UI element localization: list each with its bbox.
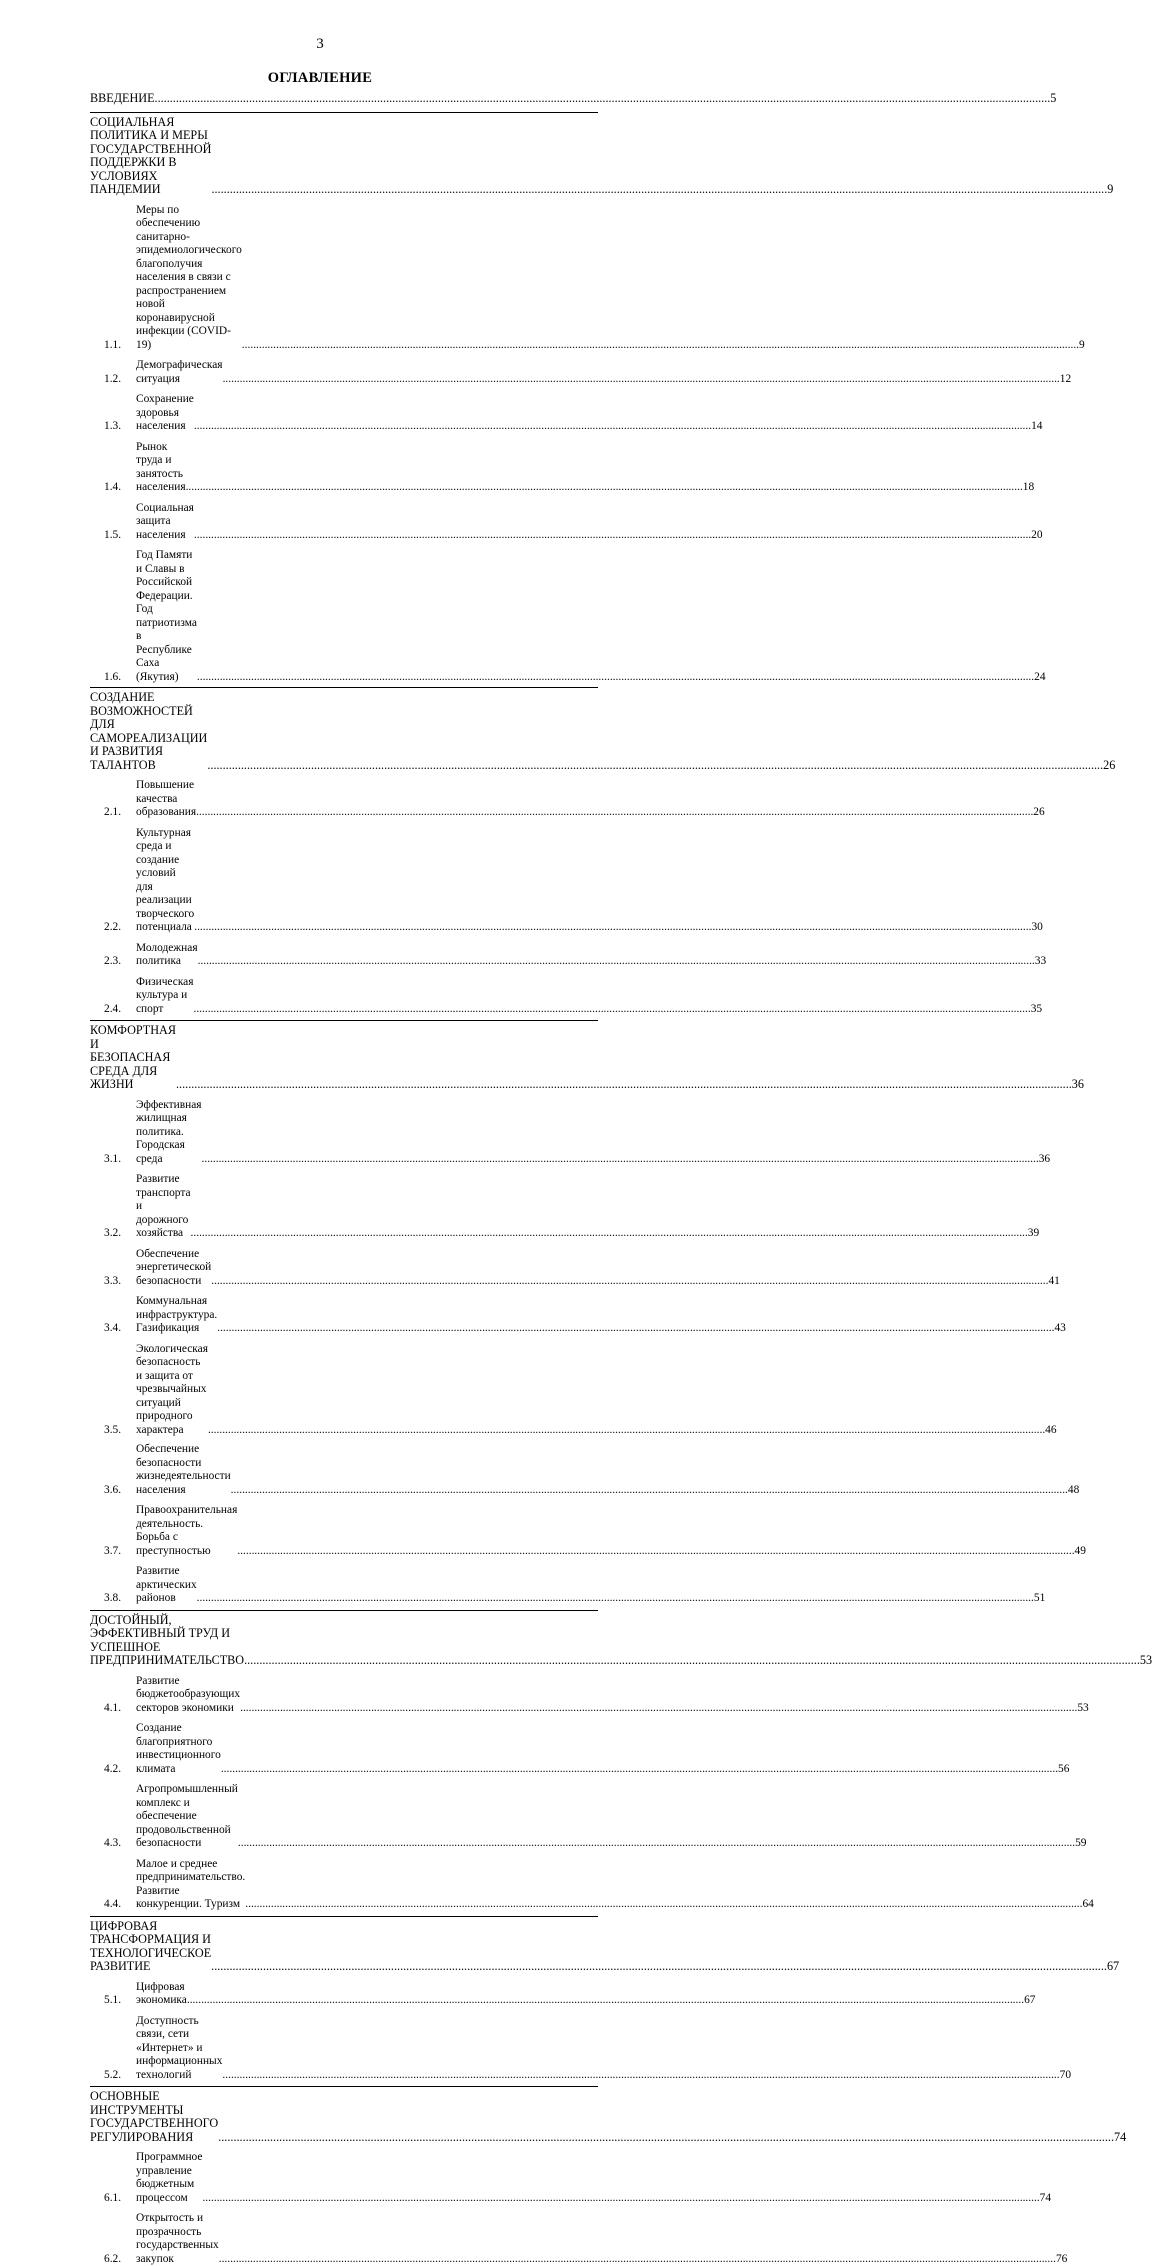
dot-leader xyxy=(223,373,1060,387)
toc-entry-page: 12 xyxy=(1060,373,1071,387)
dot-leader xyxy=(198,955,1035,969)
dot-leader xyxy=(211,1960,1107,1974)
toc-entry-title: Программное управление бюджетным процессом xyxy=(136,2151,202,2205)
toc-entry-title: Малое и среднее предпринимательство. Развитие конкуренции. Туризм xyxy=(136,1858,245,1912)
dot-leader xyxy=(155,92,1051,106)
toc-entry-title: Коммунальная инфраструктура. Газификация xyxy=(136,1295,217,1336)
toc-entry-title: Демографическая ситуация xyxy=(136,359,223,386)
toc-subsection[interactable] xyxy=(104,976,598,1017)
toc-entry-title: Открытость и прозрачность государственных закупок xyxy=(136,2212,219,2266)
toc-entry-number: 3.8. xyxy=(104,1592,136,1606)
toc-entry-title: ЦИФРОВАЯ ТРАНСФОРМАЦИЯ И ТЕХНОЛОГИЧЕСКОЕ РАЗВИТИЕ xyxy=(90,1920,211,1974)
toc-entry-number: 3.2. xyxy=(104,1227,136,1241)
toc-entry-title: Год Памяти и Славы в Российской Федерации. Год патриотизма в Республике Саха (Якутия) xyxy=(136,549,197,684)
toc-entry-page: 74 xyxy=(1040,2192,1051,2206)
toc-entry-page: 48 xyxy=(1068,1484,1079,1498)
toc-entry-number: 4.1. xyxy=(104,1702,136,1716)
toc-entry-page: 18 xyxy=(1023,481,1034,495)
toc-entry-title: Физическая культура и спорт xyxy=(136,976,193,1017)
toc-entry-title: Эффективная жилищная политика. Городская среда xyxy=(136,1099,202,1167)
toc-subsection[interactable] xyxy=(104,1675,598,1716)
dot-leader xyxy=(193,1003,1030,1017)
toc-entry-number: 5.1. xyxy=(104,1994,136,2008)
toc-subsection[interactable] xyxy=(104,502,598,543)
toc-section[interactable] xyxy=(90,1020,598,1092)
dot-leader xyxy=(194,420,1031,434)
toc-entry-title: ВВЕДЕНИЕ xyxy=(90,92,155,106)
dot-leader xyxy=(194,921,1031,935)
dot-leader xyxy=(197,671,1034,685)
toc-entry-number: 4.2. xyxy=(104,1763,136,1777)
dot-leader xyxy=(196,806,1033,820)
toc-section[interactable] xyxy=(90,687,598,772)
toc-entry-title: Повышение качества образования xyxy=(136,779,196,820)
toc-subsection[interactable] xyxy=(104,359,598,386)
toc-entry-page: 67 xyxy=(1107,1960,1119,1974)
toc-entry-title: Рынок труда и занятость населения xyxy=(136,441,186,495)
toc-entry-title: Развитие бюджетообразующих секторов экономики xyxy=(136,1675,240,1716)
toc-subsection[interactable] xyxy=(104,1504,598,1558)
toc-subsection[interactable] xyxy=(104,2151,598,2205)
toc-subsection[interactable] xyxy=(104,1295,598,1336)
toc-entry-title: Меры по обеспечению санитарно-эпидемиологического благополучия населения в связи с распространением новой коронавирусной инфекции (COVID-19) xyxy=(136,204,242,353)
dot-leader xyxy=(231,1484,1068,1498)
toc-section[interactable] xyxy=(90,92,598,106)
toc-entry-page: 46 xyxy=(1045,1424,1056,1438)
toc-entry-page: 24 xyxy=(1034,671,1045,685)
toc-entry-page: 43 xyxy=(1054,1322,1065,1336)
toc-entry-page: 67 xyxy=(1024,1994,1035,2008)
dot-leader xyxy=(202,1153,1039,1167)
toc-subsection[interactable] xyxy=(104,827,598,935)
page-number: 3 xyxy=(0,36,640,53)
toc-entry-title: Обеспечение энергетической безопасности xyxy=(136,1248,211,1289)
toc-entry-page: 41 xyxy=(1048,1275,1059,1289)
toc-entry-page: 26 xyxy=(1033,806,1044,820)
toc-section[interactable] xyxy=(90,2086,598,2144)
toc-entry-page: 14 xyxy=(1031,420,1042,434)
toc-entry-title: Экологическая безопасность и защита от чрезвычайных ситуаций природного характера xyxy=(136,1343,208,1438)
toc-entry-number: 4.3. xyxy=(104,1837,136,1851)
toc-entry-title: ОСНОВНЫЕ ИНСТРУМЕНТЫ ГОСУДАРСТВЕННОГО РЕГУЛИРОВАНИЯ xyxy=(90,2090,218,2144)
dot-leader xyxy=(240,1702,1077,1716)
toc-entry-page: 9 xyxy=(1107,183,1113,197)
toc-entry-title: СОЦИАЛЬНАЯ ПОЛИТИКА И МЕРЫ ГОСУДАРСТВЕННОЙ ПОДДЕРЖКИ В УСЛОВИЯХ ПАНДЕМИИ xyxy=(90,116,211,197)
dot-leader xyxy=(191,1227,1028,1241)
toc-entry-title: Правоохранительная деятельность. Борьба с преступностью xyxy=(136,1504,237,1558)
toc-entry-number: 1.2. xyxy=(104,373,136,387)
toc-entry-title: Создание благоприятного инвестиционного климата xyxy=(136,1722,221,1776)
toc-entry-page: 53 xyxy=(1140,1654,1152,1668)
toc-entry-number: 4.4. xyxy=(104,1898,136,1912)
toc-entry-title: Развитие арктических районов xyxy=(136,1565,197,1606)
toc-entry-page: 76 xyxy=(1056,2253,1067,2266)
dot-leader xyxy=(245,1898,1082,1912)
toc-entry-page: 9 xyxy=(1079,339,1085,353)
toc-entry-number: 3.1. xyxy=(104,1153,136,1167)
dot-leader xyxy=(187,1994,1024,2008)
toc-subsection[interactable] xyxy=(104,441,598,495)
toc-subsection[interactable] xyxy=(104,942,598,969)
toc-entry-page: 36 xyxy=(1072,1078,1084,1092)
dot-leader xyxy=(218,2131,1114,2145)
toc-entry-title: Социальная защита населения xyxy=(136,502,194,543)
toc-subsection[interactable] xyxy=(104,2212,598,2266)
toc-entry-page: 70 xyxy=(1060,2069,1071,2083)
dot-leader xyxy=(194,529,1031,543)
toc-subsection[interactable] xyxy=(104,1173,598,1241)
toc-entry-title: Обеспечение безопасности жизнедеятельности населения xyxy=(136,1443,231,1497)
toc-entry-page: 30 xyxy=(1031,921,1042,935)
dot-leader xyxy=(211,183,1107,197)
toc-entry-number: 5.2. xyxy=(104,2069,136,2083)
toc-entry-number: 3.4. xyxy=(104,1322,136,1336)
toc-entry-number: 6.1. xyxy=(104,2192,136,2206)
toc-subsection[interactable] xyxy=(104,1248,598,1289)
dot-leader xyxy=(238,1837,1075,1851)
toc-entry-number: 1.3. xyxy=(104,420,136,434)
toc-entry-title: СОЗДАНИЕ ВОЗМОЖНОСТЕЙ ДЛЯ САМОРЕАЛИЗАЦИИ И РАЗВИТИЯ ТАЛАНТОВ xyxy=(90,691,207,772)
toc-subsection[interactable] xyxy=(104,393,598,434)
dot-leader xyxy=(211,1275,1048,1289)
toc-entry-number: 1.5. xyxy=(104,529,136,543)
toc-section[interactable] xyxy=(90,1916,598,1974)
toc-entry-number: 3.5. xyxy=(104,1424,136,1438)
toc-entry-title: Молодежная политика xyxy=(136,942,198,969)
toc-entry-page: 51 xyxy=(1034,1592,1045,1606)
toc-entry-number: 2.1. xyxy=(104,806,136,820)
toc-entry-page: 59 xyxy=(1075,1837,1086,1851)
dot-leader xyxy=(221,1763,1058,1777)
dot-leader xyxy=(176,1078,1072,1092)
toc-entry-title: Культурная среда и создание условий для реализации творческого потенциала xyxy=(136,827,194,935)
toc-entry-page: 64 xyxy=(1082,1898,1093,1912)
toc-subsection[interactable] xyxy=(104,1722,598,1776)
toc-subsection[interactable] xyxy=(104,1565,598,1606)
toc-entry-title: Развитие транспорта и дорожного хозяйства xyxy=(136,1173,191,1241)
toc-entry-number: 3.7. xyxy=(104,1545,136,1559)
toc-subsection[interactable] xyxy=(104,2015,598,2083)
dot-leader xyxy=(208,1424,1045,1438)
toc-entry-number: 1.6. xyxy=(104,671,136,685)
toc-entry-title: Цифровая экономика xyxy=(136,1981,187,2008)
toc-entry-page: 5 xyxy=(1050,92,1056,106)
toc-entry-page: 56 xyxy=(1058,1763,1069,1777)
dot-leader xyxy=(222,2069,1059,2083)
dot-leader xyxy=(197,1592,1034,1606)
dot-leader xyxy=(207,759,1103,773)
toc-section[interactable] xyxy=(90,1610,598,1668)
toc-entry-page: 49 xyxy=(1075,1545,1086,1559)
toc-entry-page: 35 xyxy=(1031,1003,1042,1017)
toc-subsection[interactable] xyxy=(104,204,598,353)
toc-entry-number: 2.2. xyxy=(104,921,136,935)
toc-entry-page: 53 xyxy=(1077,1702,1088,1716)
toc-entry-number: 6.2. xyxy=(104,2253,136,2266)
toc-subsection[interactable] xyxy=(104,1981,598,2008)
toc-entry-title: Агропромышленный комплекс и обеспечение продовольственной безопасности xyxy=(136,1783,238,1851)
toc-entry-number: 2.4. xyxy=(104,1003,136,1017)
toc-entry-number: 2.3. xyxy=(104,955,136,969)
toc-entry-title: Доступность связи, сети «Интернет» и информационных технологий xyxy=(136,2015,222,2083)
toc-subsection[interactable] xyxy=(104,1099,598,1167)
toc-entry-number: 3.3. xyxy=(104,1275,136,1289)
toc-entry-page: 20 xyxy=(1031,529,1042,543)
toc-entry-page: 36 xyxy=(1039,1153,1050,1167)
toc-title: ОГЛАВЛЕНИЕ xyxy=(0,70,640,87)
toc-entry-title: Сохранение здоровья населения xyxy=(136,393,194,434)
toc-entry-page: 26 xyxy=(1103,759,1115,773)
dot-leader xyxy=(237,1545,1074,1559)
dot-leader xyxy=(244,1654,1140,1668)
toc-entry-page: 74 xyxy=(1114,2131,1126,2145)
toc-subsection[interactable] xyxy=(104,1858,598,1912)
dot-leader xyxy=(217,1322,1054,1336)
dot-leader xyxy=(242,339,1079,353)
toc-entry-number: 1.1. xyxy=(104,339,136,353)
dot-leader xyxy=(186,481,1023,495)
dot-leader xyxy=(202,2192,1039,2206)
toc-subsection[interactable] xyxy=(104,1783,598,1851)
toc-entry-number: 1.4. xyxy=(104,481,136,495)
toc-entry-page: 33 xyxy=(1035,955,1046,969)
toc-entry-page: 39 xyxy=(1028,1227,1039,1241)
toc-subsection[interactable] xyxy=(104,779,598,820)
toc-subsection[interactable] xyxy=(104,1443,598,1497)
toc-subsection[interactable] xyxy=(104,549,598,684)
toc-entry-number: 3.6. xyxy=(104,1484,136,1498)
dot-leader xyxy=(219,2253,1056,2266)
table-of-contents xyxy=(90,92,598,2266)
toc-entry-title: КОМФОРТНАЯ И БЕЗОПАСНАЯ СРЕДА ДЛЯ ЖИЗНИ xyxy=(90,1024,176,1092)
toc-subsection[interactable] xyxy=(104,1343,598,1438)
toc-section[interactable] xyxy=(90,112,598,197)
toc-entry-title: ДОСТОЙНЫЙ, ЭФФЕКТИВНЫЙ ТРУД И УСПЕШНОЕ ПРЕДПРИНИМАТЕЛЬСТВО xyxy=(90,1614,244,1668)
